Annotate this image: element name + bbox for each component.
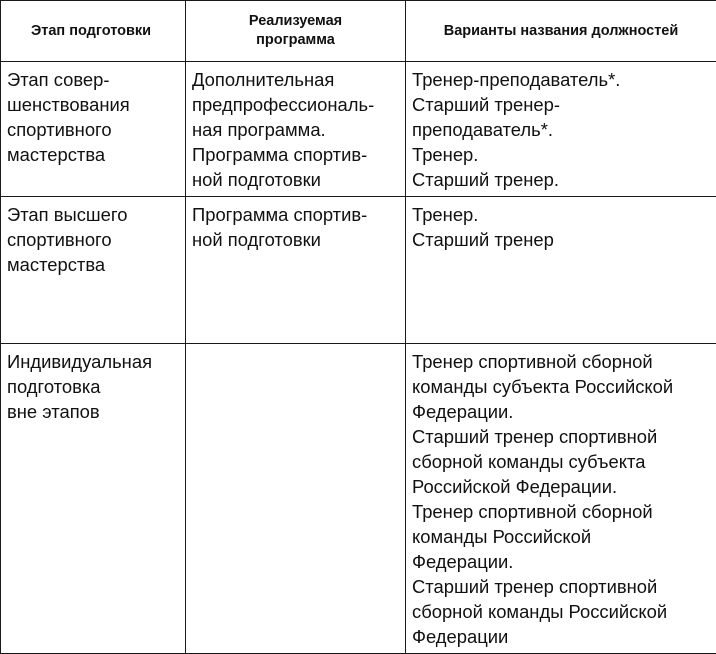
cell-line: Индивидуальная [7, 349, 179, 374]
header-positions [406, 1, 716, 62]
cell-line: сборной команды Российской [412, 599, 710, 624]
cell-line: Федерации. [412, 399, 710, 424]
cell-line: Тренер спортивной сборной [412, 499, 710, 524]
header-positions-line: Варианты названия должностей [406, 22, 716, 41]
cell-line: Программа спортив- [192, 142, 399, 167]
cell-positions [406, 197, 716, 344]
cell-line: Старший тренер- [412, 92, 710, 117]
cell-line: мастерства [7, 142, 179, 167]
cell-line: Федерации. [412, 549, 710, 574]
cell-line: Этап высшего [7, 202, 179, 227]
cell-line: Тренер-преподаватель*. [412, 67, 710, 92]
cell-line: команды Российской [412, 524, 710, 549]
cell-program-empty [186, 344, 406, 654]
cell-line: Тренер спортивной сборной [412, 349, 710, 374]
cell-line: Старший тренер [412, 227, 710, 252]
cell-line: команды субъекта Российской [412, 374, 710, 399]
cell-line: шенствования [7, 92, 179, 117]
cell-line: ная программа. [192, 117, 399, 142]
cell-line: спортивного [7, 117, 179, 142]
table-row [1, 344, 716, 654]
header-program-line: Реализуемая [186, 12, 405, 31]
table-row [1, 197, 716, 344]
cell-stage [1, 344, 186, 654]
cell-line: Дополнительная [192, 67, 399, 92]
header-stage-line: Этап подготовки [1, 22, 181, 41]
cell-line: Старший тренер. [412, 167, 710, 192]
header-stage [1, 1, 186, 62]
table-header-row [1, 1, 716, 62]
cell-positions [406, 62, 716, 197]
cell-line: Российской Федерации. [412, 474, 710, 499]
cell-line: Программа спортив- [192, 202, 399, 227]
cell-line: ной подготовки [192, 167, 399, 192]
cell-line: Старший тренер спортивной [412, 424, 710, 449]
header-program [186, 1, 406, 62]
table-row [1, 62, 716, 197]
cell-line: подготовка [7, 374, 179, 399]
cell-program [186, 197, 406, 344]
cell-line: преподаватель*. [412, 117, 710, 142]
cell-stage [1, 197, 186, 344]
cell-line: Этап совер- [7, 67, 179, 92]
cell-line: Тренер. [412, 142, 710, 167]
cell-line: спортивного [7, 227, 179, 252]
cell-line: предпрофессиональ- [192, 92, 399, 117]
cell-line: вне этапов [7, 399, 179, 424]
cell-line: мастерства [7, 252, 179, 277]
cell-positions [406, 344, 716, 654]
cell-line: Федерации [412, 624, 710, 649]
cell-stage [1, 62, 186, 197]
cell-line: сборной команды субъекта [412, 449, 710, 474]
cell-line: Тренер. [412, 202, 710, 227]
cell-program [186, 62, 406, 197]
cell-line: ной подготовки [192, 227, 399, 252]
cell-line: Старший тренер спортивной [412, 574, 710, 599]
header-program-line: программа [186, 31, 405, 50]
